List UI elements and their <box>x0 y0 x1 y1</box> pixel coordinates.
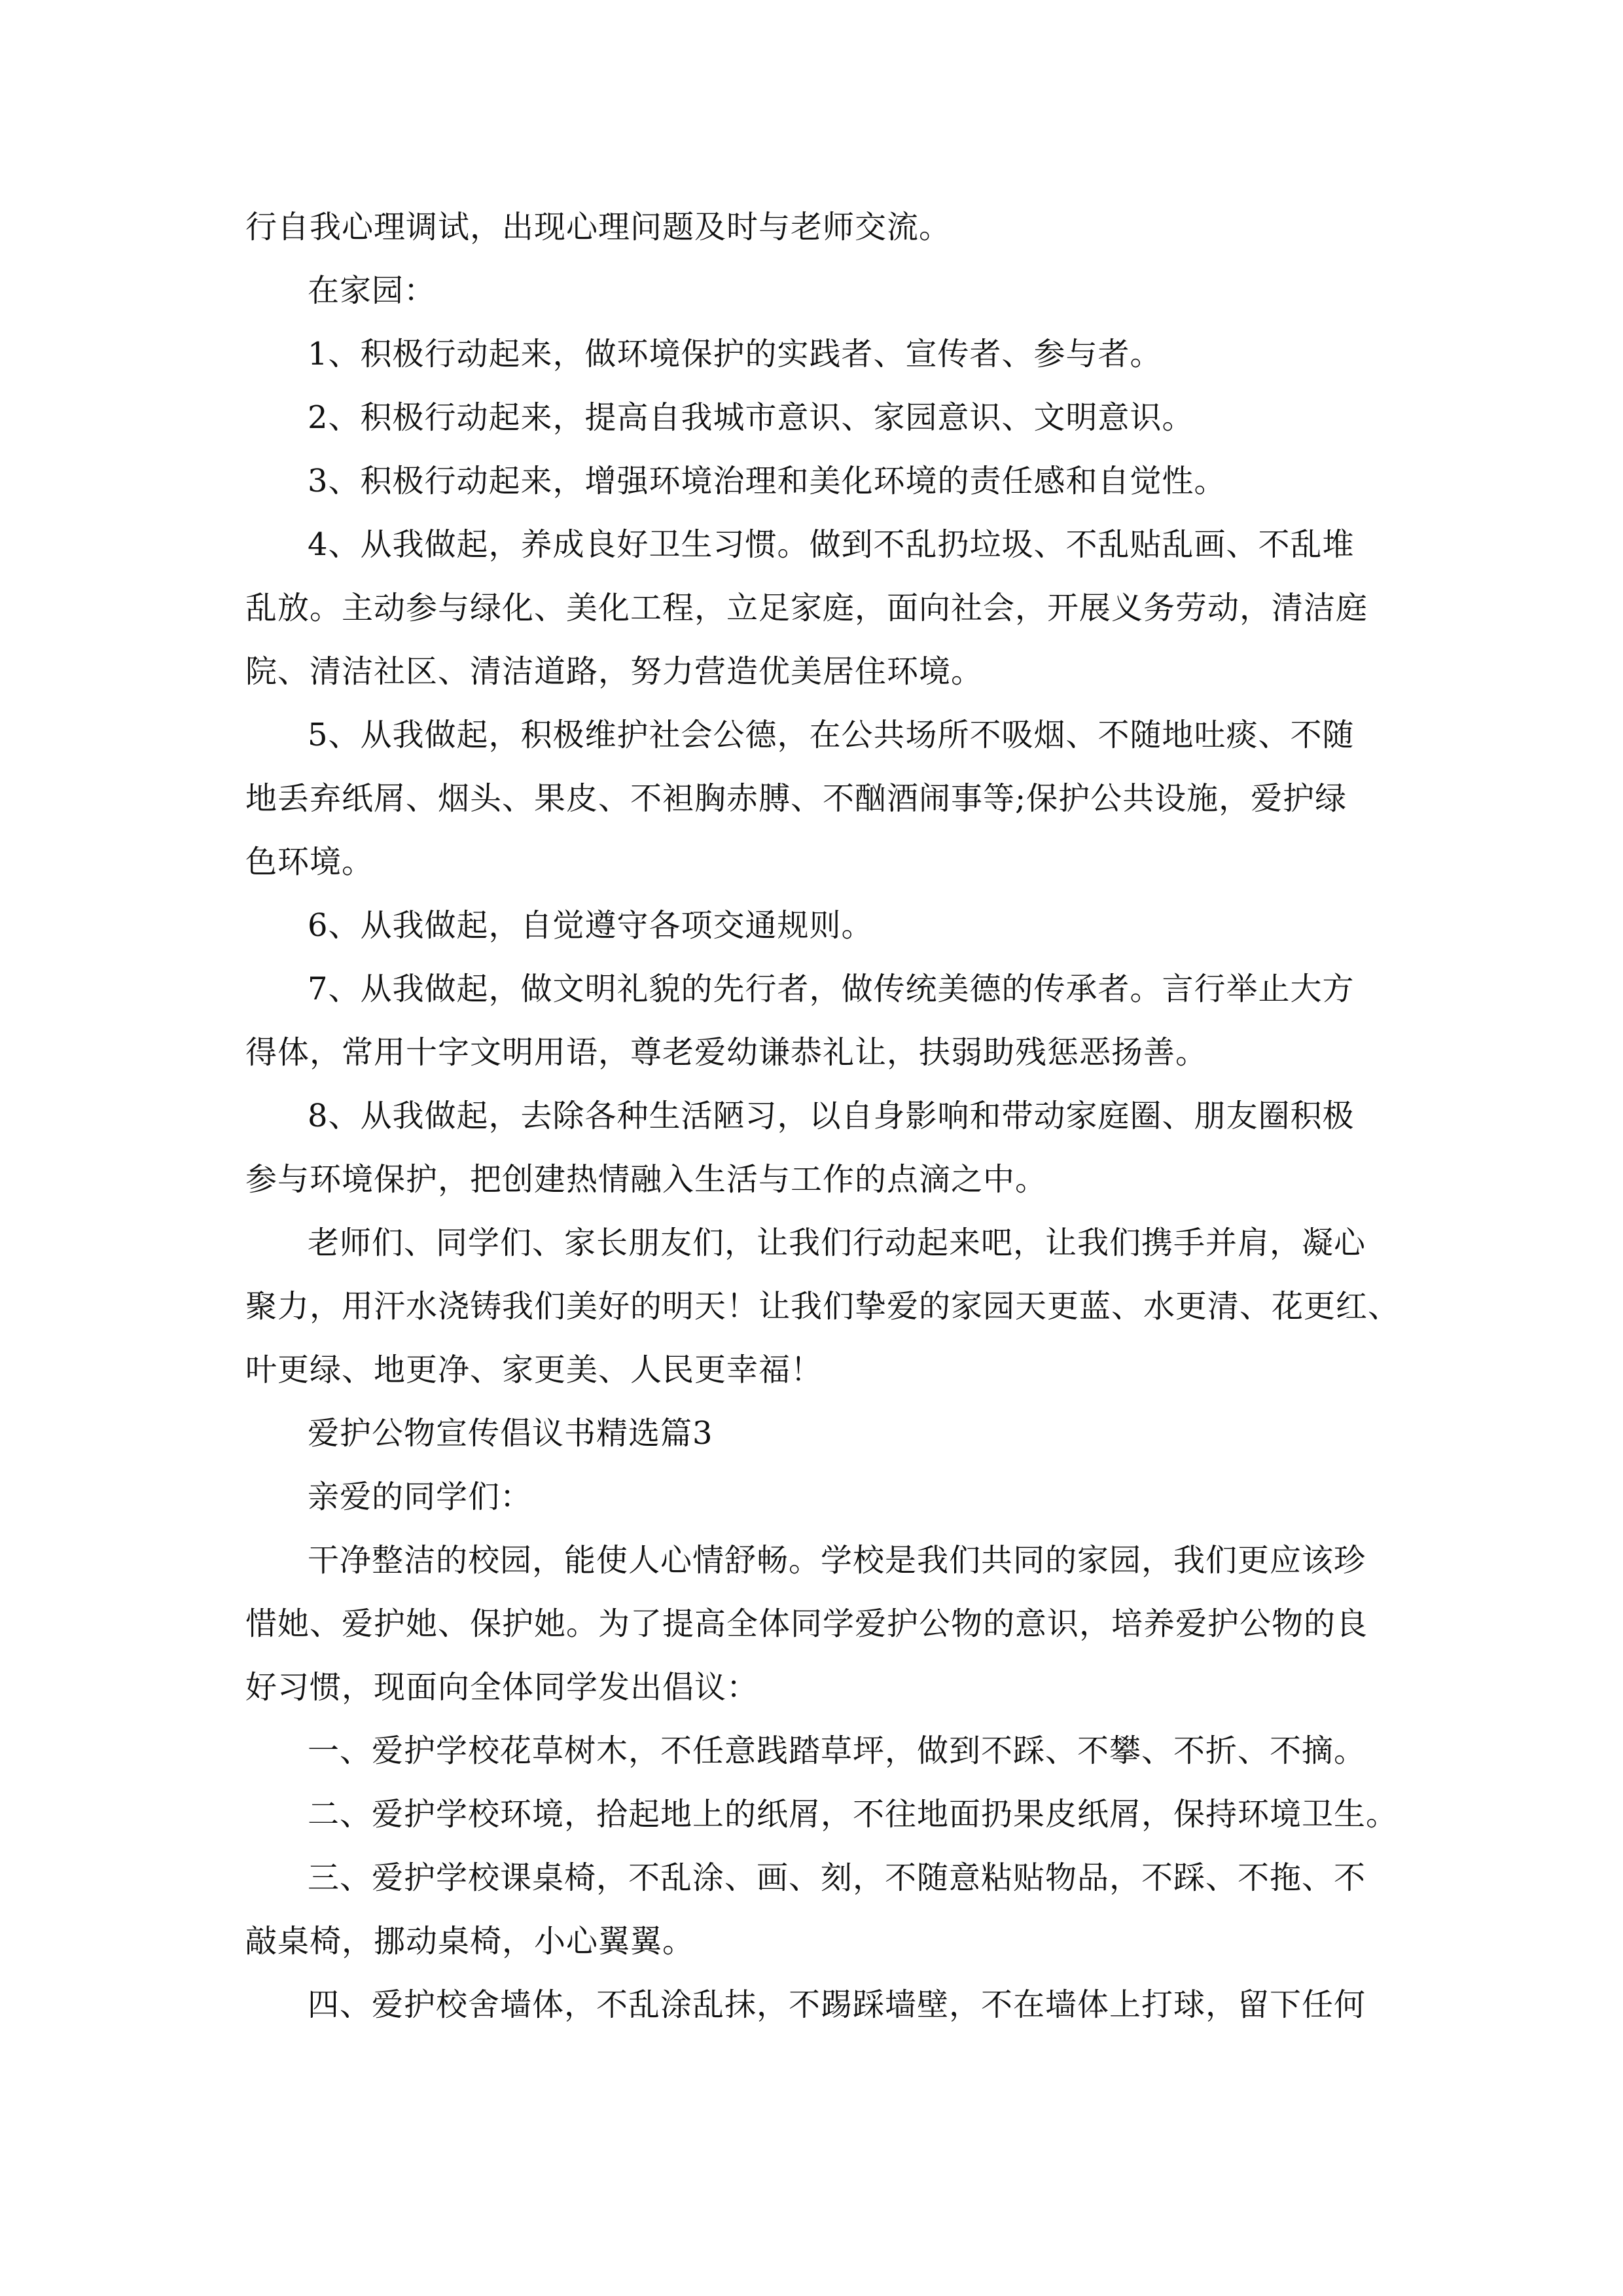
text-line: 好习惯，现面向全体同学发出倡议： <box>245 1669 759 1706</box>
text-line: 得体，常用十字文明用语，尊老爱幼谦恭礼让，扶弱助残惩恶扬善。 <box>245 1034 1208 1071</box>
list-item: 6、从我做起，自觉遵守各项交通规则。 <box>308 907 874 944</box>
list-item: 4、从我做起，养成良好卫生习惯。做到不乱扔垃圾、不乱贴乱画、不乱堆 <box>308 526 1355 563</box>
text-line: 在家园： <box>308 272 437 309</box>
list-item: 二、爱护学校环境，拾起地上的纸屑，不往地面扔果皮纸屑，保持环境卫生。 <box>308 1796 1399 1833</box>
paragraph-line: 干净整洁的校园，能使人心情舒畅。学校是我们共同的家园，我们更应该珍 <box>308 1542 1366 1579</box>
text-line: 地丢弃纸屑、烟头、果皮、不袒胸赤膊、不酗酒闹事等;保护公共设施，爱护绿 <box>245 780 1347 817</box>
list-item: 7、从我做起，做文明礼貌的先行者，做传统美德的传承者。言行举止大方 <box>308 971 1355 1007</box>
text-line: 院、清洁社区、清洁道路，努力营造优美居住环境。 <box>245 653 984 690</box>
text-line: 行自我心理调试，出现心理问题及时与老师交流。 <box>245 209 952 245</box>
text-line: 乱放。主动参与绿化、美化工程，立足家庭，面向社会，开展义务劳动，清洁庭 <box>245 590 1368 626</box>
list-item: 四、爱护校舍墙体，不乱涂乱抹，不踢踩墙壁，不在墙体上打球，留下任何 <box>308 1986 1366 2023</box>
list-item: 三、爱护学校课桌椅，不乱涂、画、刻，不随意粘贴物品，不踩、不拖、不 <box>308 1859 1366 1896</box>
list-item: 3、积极行动起来，增强环境治理和美化环境的责任感和自觉性。 <box>308 463 1226 499</box>
text-line: 叶更绿、地更净、家更美、人民更幸福！ <box>245 1352 823 1388</box>
list-item: 2、积极行动起来，提高自我城市意识、家园意识、文明意识。 <box>308 399 1194 436</box>
text-line: 色环境。 <box>245 844 374 880</box>
list-item: 一、爱护学校花草树木，不任意践踏草坪，做到不踩、不攀、不折、不摘。 <box>308 1732 1366 1769</box>
salutation: 亲爱的同学们： <box>308 1479 533 1515</box>
text-line: 敲桌椅，挪动桌椅，小心翼翼。 <box>245 1923 695 1960</box>
list-item: 1、积极行动起来，做环境保护的实践者、宣传者、参与者。 <box>308 336 1162 372</box>
paragraph-line: 老师们、同学们、家长朋友们，让我们行动起来吧，让我们携手并肩，凝心 <box>308 1225 1366 1261</box>
section-title: 爱护公物宣传倡议书精选篇3 <box>308 1415 713 1452</box>
list-item: 8、从我做起，去除各种生活陋习，以自身影响和带动家庭圈、朋友圈积极 <box>308 1098 1355 1134</box>
text-line: 参与环境保护，把创建热情融入生活与工作的点滴之中。 <box>245 1161 1048 1198</box>
text-line: 惜她、爱护她、保护她。为了提高全体同学爱护公物的意识，培养爱护公物的良 <box>245 1605 1368 1642</box>
list-item: 5、从我做起，积极维护社会公德，在公共场所不吸烟、不随地吐痰、不随 <box>308 717 1355 753</box>
text-line: 聚力，用汗水浇铸我们美好的明天！让我们挚爱的家园天更蓝、水更清、花更红、 <box>245 1288 1400 1325</box>
